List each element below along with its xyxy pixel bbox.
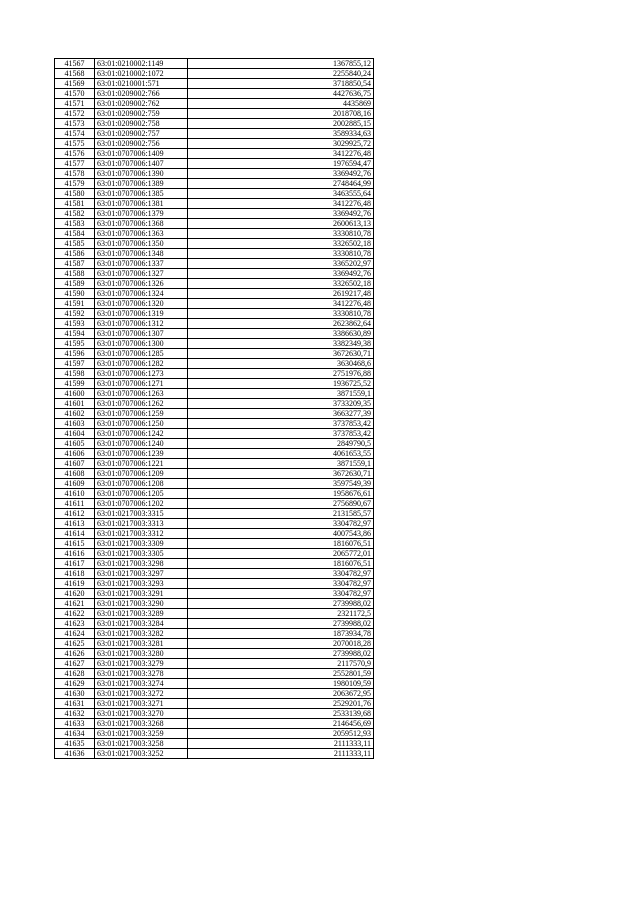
cadastral-number-cell: 63:01:0217003:3298 — [95, 559, 188, 569]
value-cell: 2739988,02 — [188, 599, 374, 609]
cadastral-number-cell: 63:01:0209002:766 — [95, 89, 188, 99]
cadastral-number-cell: 63:01:0707006:1239 — [95, 449, 188, 459]
cadastral-number-cell: 63:01:0707006:1379 — [95, 209, 188, 219]
value-cell: 2131585,57 — [188, 509, 374, 519]
table-row — [55, 89, 374, 99]
value-cell: 2059512,93 — [188, 729, 374, 739]
cadastral-number-cell: 63:01:0217003:3259 — [95, 729, 188, 739]
value-cell: 2739988,02 — [188, 619, 374, 629]
cadastral-number-cell: 63:01:0707006:1363 — [95, 229, 188, 239]
row-number-cell: 41588 — [55, 269, 95, 279]
row-number-cell: 41617 — [55, 559, 95, 569]
cadastral-number-cell: 63:01:0217003:3291 — [95, 589, 188, 599]
row-number-cell: 41593 — [55, 319, 95, 329]
row-number-cell: 41571 — [55, 99, 95, 109]
table-row — [55, 219, 374, 229]
cadastral-number-cell: 63:01:0209002:756 — [95, 139, 188, 149]
row-number-cell: 41614 — [55, 529, 95, 539]
table-row — [55, 209, 374, 219]
row-number-cell: 41569 — [55, 79, 95, 89]
value-cell: 1936725,52 — [188, 379, 374, 389]
row-number-cell: 41608 — [55, 469, 95, 479]
cadastral-number-cell: 63:01:0217003:3290 — [95, 599, 188, 609]
value-cell: 3663277,39 — [188, 409, 374, 419]
table-row — [55, 119, 374, 129]
row-number-cell: 41600 — [55, 389, 95, 399]
cadastral-number-cell: 63:01:0217003:3271 — [95, 699, 188, 709]
value-cell: 1816076,51 — [188, 559, 374, 569]
row-number-cell: 41589 — [55, 279, 95, 289]
table-row — [55, 499, 374, 509]
table-row — [55, 349, 374, 359]
cadastral-number-cell: 63:01:0707006:1389 — [95, 179, 188, 189]
table-row — [55, 559, 374, 569]
cadastral-number-cell: 63:01:0707006:1368 — [95, 219, 188, 229]
value-cell: 3369492,76 — [188, 169, 374, 179]
cadastral-number-cell: 63:01:0217003:3284 — [95, 619, 188, 629]
table-row — [55, 369, 374, 379]
value-cell: 1958676,61 — [188, 489, 374, 499]
table-row — [55, 739, 374, 749]
table-row — [55, 59, 374, 69]
table-row — [55, 379, 374, 389]
table-row — [55, 159, 374, 169]
table-row — [55, 639, 374, 649]
cadastral-number-cell: 63:01:0210002:1149 — [95, 59, 188, 69]
table-row — [55, 169, 374, 179]
table-row — [55, 309, 374, 319]
value-cell: 2619217,48 — [188, 289, 374, 299]
value-cell: 2018708,16 — [188, 109, 374, 119]
cadastral-number-cell: 63:01:0217003:3280 — [95, 649, 188, 659]
row-number-cell: 41577 — [55, 159, 95, 169]
cadastral-number-cell: 63:01:0217003:3272 — [95, 689, 188, 699]
table-row — [55, 269, 374, 279]
value-cell: 3871559,1 — [188, 389, 374, 399]
cadastral-number-cell: 63:01:0217003:3297 — [95, 569, 188, 579]
table-row — [55, 529, 374, 539]
row-number-cell: 41619 — [55, 579, 95, 589]
row-number-cell: 41610 — [55, 489, 95, 499]
row-number-cell: 41626 — [55, 649, 95, 659]
row-number-cell: 41587 — [55, 259, 95, 269]
row-number-cell: 41618 — [55, 569, 95, 579]
cadastral-number-cell: 63:01:0707006:1320 — [95, 299, 188, 309]
table-row — [55, 709, 374, 719]
cadastral-number-cell: 63:01:0707006:1390 — [95, 169, 188, 179]
table-row — [55, 549, 374, 559]
value-cell: 3382349,38 — [188, 339, 374, 349]
table-row — [55, 319, 374, 329]
value-cell: 2751976,88 — [188, 369, 374, 379]
value-cell: 3369492,76 — [188, 209, 374, 219]
row-number-cell: 41624 — [55, 629, 95, 639]
value-cell: 3304782,97 — [188, 569, 374, 579]
cadastral-number-cell: 63:01:0217003:3268 — [95, 719, 188, 729]
cadastral-number-cell: 63:01:0707006:1324 — [95, 289, 188, 299]
row-number-cell: 41582 — [55, 209, 95, 219]
cadastral-number-cell: 63:01:0707006:1307 — [95, 329, 188, 339]
table-row — [55, 519, 374, 529]
table-row — [55, 749, 374, 759]
table-row — [55, 679, 374, 689]
row-number-cell: 41611 — [55, 499, 95, 509]
cadastral-number-cell: 63:01:0707006:1209 — [95, 469, 188, 479]
table-row — [55, 459, 374, 469]
value-cell: 3630468,6 — [188, 359, 374, 369]
row-number-cell: 41568 — [55, 69, 95, 79]
table-row — [55, 509, 374, 519]
row-number-cell: 41572 — [55, 109, 95, 119]
cadastral-number-cell: 63:01:0707006:1250 — [95, 419, 188, 429]
table-row — [55, 439, 374, 449]
row-number-cell: 41578 — [55, 169, 95, 179]
row-number-cell: 41598 — [55, 369, 95, 379]
value-cell: 2756890,67 — [188, 499, 374, 509]
value-cell: 3304782,97 — [188, 579, 374, 589]
cadastral-number-cell: 63:01:0209002:758 — [95, 119, 188, 129]
cadastral-number-cell: 63:01:0707006:1262 — [95, 399, 188, 409]
value-cell: 3871559,1 — [188, 459, 374, 469]
cadastral-number-cell: 63:01:0217003:3293 — [95, 579, 188, 589]
table-row — [55, 179, 374, 189]
row-number-cell: 41616 — [55, 549, 95, 559]
cadastral-number-cell: 63:01:0707006:1319 — [95, 309, 188, 319]
value-cell: 2146456,69 — [188, 719, 374, 729]
table-row — [55, 249, 374, 259]
row-number-cell: 41606 — [55, 449, 95, 459]
value-cell: 2063672,95 — [188, 689, 374, 699]
row-number-cell: 41633 — [55, 719, 95, 729]
cadastral-number-cell: 63:01:0217003:3258 — [95, 739, 188, 749]
row-number-cell: 41596 — [55, 349, 95, 359]
table-row — [55, 649, 374, 659]
cadastral-number-cell: 63:01:0707006:1271 — [95, 379, 188, 389]
row-number-cell: 41573 — [55, 119, 95, 129]
row-number-cell: 41601 — [55, 399, 95, 409]
table-row — [55, 429, 374, 439]
row-number-cell: 41621 — [55, 599, 95, 609]
cadastral-number-cell: 63:01:0217003:3282 — [95, 629, 188, 639]
value-cell: 3589334,63 — [188, 129, 374, 139]
value-cell: 2255840,24 — [188, 69, 374, 79]
cadastral-number-cell: 63:01:0217003:3305 — [95, 549, 188, 559]
value-cell: 4061653,55 — [188, 449, 374, 459]
row-number-cell: 41612 — [55, 509, 95, 519]
row-number-cell: 41628 — [55, 669, 95, 679]
row-number-cell: 41630 — [55, 689, 95, 699]
table-row — [55, 139, 374, 149]
cadastral-number-cell: 63:01:0707006:1348 — [95, 249, 188, 259]
table-row — [55, 329, 374, 339]
value-cell: 3412276,48 — [188, 299, 374, 309]
table-row — [55, 539, 374, 549]
value-cell: 1816076,51 — [188, 539, 374, 549]
row-number-cell: 41632 — [55, 709, 95, 719]
value-cell: 2321172,5 — [188, 609, 374, 619]
value-cell: 3737853,42 — [188, 429, 374, 439]
cadastral-number-cell: 63:01:0707006:1202 — [95, 499, 188, 509]
cadastral-number-cell: 63:01:0707006:1385 — [95, 189, 188, 199]
row-number-cell: 41636 — [55, 749, 95, 759]
value-cell: 4435869 — [188, 99, 374, 109]
row-number-cell: 41570 — [55, 89, 95, 99]
value-cell: 4007543,86 — [188, 529, 374, 539]
cadastral-number-cell: 63:01:0217003:3289 — [95, 609, 188, 619]
cadastral-number-cell: 63:01:0707006:1263 — [95, 389, 188, 399]
value-cell: 2002885,15 — [188, 119, 374, 129]
cadastral-number-cell: 63:01:0707006:1273 — [95, 369, 188, 379]
cadastral-number-cell: 63:01:0707006:1285 — [95, 349, 188, 359]
value-cell: 2070018,28 — [188, 639, 374, 649]
table-row — [55, 299, 374, 309]
row-number-cell: 41585 — [55, 239, 95, 249]
table-row — [55, 279, 374, 289]
cadastral-number-cell: 63:01:0217003:3274 — [95, 679, 188, 689]
cadastral-number-cell: 63:01:0217003:3279 — [95, 659, 188, 669]
value-cell: 2111333,11 — [188, 739, 374, 749]
row-number-cell: 41579 — [55, 179, 95, 189]
table-body — [55, 59, 374, 759]
row-number-cell: 41590 — [55, 289, 95, 299]
cadastral-number-cell: 63:01:0210001:571 — [95, 79, 188, 89]
table-row — [55, 229, 374, 239]
row-number-cell: 41627 — [55, 659, 95, 669]
value-cell: 3365202,97 — [188, 259, 374, 269]
cadastral-number-cell: 63:01:0707006:1312 — [95, 319, 188, 329]
row-number-cell: 41597 — [55, 359, 95, 369]
row-number-cell: 41594 — [55, 329, 95, 339]
row-number-cell: 41622 — [55, 609, 95, 619]
value-cell: 2111333,11 — [188, 749, 374, 759]
table-row — [55, 419, 374, 429]
data-table — [54, 58, 374, 759]
row-number-cell: 41609 — [55, 479, 95, 489]
table-row — [55, 199, 374, 209]
table-row — [55, 669, 374, 679]
row-number-cell: 41602 — [55, 409, 95, 419]
value-cell: 3330810,78 — [188, 309, 374, 319]
cadastral-number-cell: 63:01:0707006:1300 — [95, 339, 188, 349]
cadastral-number-cell: 63:01:0217003:3270 — [95, 709, 188, 719]
table-row — [55, 589, 374, 599]
value-cell: 2623862,64 — [188, 319, 374, 329]
value-cell: 3412276,48 — [188, 199, 374, 209]
row-number-cell: 41591 — [55, 299, 95, 309]
table-row — [55, 599, 374, 609]
row-number-cell: 41607 — [55, 459, 95, 469]
row-number-cell: 41625 — [55, 639, 95, 649]
cadastral-number-cell: 63:01:0707006:1240 — [95, 439, 188, 449]
table-row — [55, 629, 374, 639]
table-row — [55, 479, 374, 489]
table-row — [55, 729, 374, 739]
cadastral-number-cell: 63:01:0217003:3252 — [95, 749, 188, 759]
value-cell: 1367855,12 — [188, 59, 374, 69]
value-cell: 3304782,97 — [188, 519, 374, 529]
table-row — [55, 109, 374, 119]
table-row — [55, 289, 374, 299]
cadastral-number-cell: 63:01:0707006:1407 — [95, 159, 188, 169]
table-row — [55, 569, 374, 579]
row-number-cell: 41629 — [55, 679, 95, 689]
value-cell: 1976594,47 — [188, 159, 374, 169]
table-row — [55, 689, 374, 699]
cadastral-number-cell: 63:01:0209002:759 — [95, 109, 188, 119]
cadastral-number-cell: 63:01:0707006:1259 — [95, 409, 188, 419]
cadastral-number-cell: 63:01:0707006:1208 — [95, 479, 188, 489]
cadastral-number-cell: 63:01:0217003:3312 — [95, 529, 188, 539]
row-number-cell: 41599 — [55, 379, 95, 389]
cadastral-number-cell: 63:01:0217003:3315 — [95, 509, 188, 519]
row-number-cell: 41575 — [55, 139, 95, 149]
table-row — [55, 149, 374, 159]
table-row — [55, 659, 374, 669]
row-number-cell: 41635 — [55, 739, 95, 749]
cadastral-number-cell: 63:01:0217003:3281 — [95, 639, 188, 649]
cadastral-number-cell: 63:01:0707006:1337 — [95, 259, 188, 269]
value-cell: 2552801,59 — [188, 669, 374, 679]
value-cell: 3737853,42 — [188, 419, 374, 429]
table-row — [55, 579, 374, 589]
row-number-cell: 41574 — [55, 129, 95, 139]
value-cell: 4427636,75 — [188, 89, 374, 99]
value-cell: 3029925,72 — [188, 139, 374, 149]
table-row — [55, 99, 374, 109]
row-number-cell: 41620 — [55, 589, 95, 599]
cadastral-number-cell: 63:01:0209002:757 — [95, 129, 188, 139]
table-row — [55, 719, 374, 729]
value-cell: 3733209,35 — [188, 399, 374, 409]
value-cell: 3672630,71 — [188, 349, 374, 359]
cadastral-number-cell: 63:01:0707006:1350 — [95, 239, 188, 249]
table-row — [55, 609, 374, 619]
row-number-cell: 41613 — [55, 519, 95, 529]
value-cell: 3330810,78 — [188, 229, 374, 239]
row-number-cell: 41634 — [55, 729, 95, 739]
value-cell: 3412276,48 — [188, 149, 374, 159]
table-row — [55, 699, 374, 709]
value-cell: 2529201,76 — [188, 699, 374, 709]
cadastral-number-cell: 63:01:0217003:3309 — [95, 539, 188, 549]
row-number-cell: 41580 — [55, 189, 95, 199]
row-number-cell: 41567 — [55, 59, 95, 69]
value-cell: 3304782,97 — [188, 589, 374, 599]
table-row — [55, 449, 374, 459]
value-cell: 3597549,39 — [188, 479, 374, 489]
row-number-cell: 41584 — [55, 229, 95, 239]
table-row — [55, 69, 374, 79]
table-row — [55, 239, 374, 249]
cadastral-number-cell: 63:01:0707006:1327 — [95, 269, 188, 279]
row-number-cell: 41595 — [55, 339, 95, 349]
value-cell: 2748464,99 — [188, 179, 374, 189]
table-row — [55, 489, 374, 499]
row-number-cell: 41583 — [55, 219, 95, 229]
value-cell: 2065772,01 — [188, 549, 374, 559]
cadastral-number-cell: 63:01:0707006:1282 — [95, 359, 188, 369]
table-row — [55, 129, 374, 139]
table-row — [55, 469, 374, 479]
value-cell: 2533139,68 — [188, 709, 374, 719]
table-row — [55, 339, 374, 349]
table-row — [55, 189, 374, 199]
row-number-cell: 41631 — [55, 699, 95, 709]
cadastral-number-cell: 63:01:0707006:1381 — [95, 199, 188, 209]
row-number-cell: 41604 — [55, 429, 95, 439]
value-cell: 3718850,54 — [188, 79, 374, 89]
value-cell: 2600613,13 — [188, 219, 374, 229]
cadastral-number-cell: 63:01:0209002:762 — [95, 99, 188, 109]
row-number-cell: 41576 — [55, 149, 95, 159]
cadastral-number-cell: 63:01:0707006:1205 — [95, 489, 188, 499]
value-cell: 1980109,59 — [188, 679, 374, 689]
value-cell: 3386630,89 — [188, 329, 374, 339]
value-cell: 3326502,18 — [188, 239, 374, 249]
row-number-cell: 41615 — [55, 539, 95, 549]
value-cell: 3672630,71 — [188, 469, 374, 479]
table-row — [55, 359, 374, 369]
table-row — [55, 399, 374, 409]
table-row — [55, 259, 374, 269]
row-number-cell: 41623 — [55, 619, 95, 629]
cadastral-number-cell: 63:01:0707006:1409 — [95, 149, 188, 159]
table-row — [55, 409, 374, 419]
cadastral-number-cell: 63:01:0707006:1326 — [95, 279, 188, 289]
cadastral-number-cell: 63:01:0217003:3278 — [95, 669, 188, 679]
value-cell: 2739988,02 — [188, 649, 374, 659]
row-number-cell: 41605 — [55, 439, 95, 449]
row-number-cell: 41586 — [55, 249, 95, 259]
row-number-cell: 41581 — [55, 199, 95, 209]
value-cell: 1873934,78 — [188, 629, 374, 639]
value-cell: 3369492,76 — [188, 269, 374, 279]
value-cell: 3463555,64 — [188, 189, 374, 199]
value-cell: 3330810,78 — [188, 249, 374, 259]
cadastral-number-cell: 63:01:0707006:1221 — [95, 459, 188, 469]
value-cell: 3326502,18 — [188, 279, 374, 289]
cadastral-number-cell: 63:01:0217003:3313 — [95, 519, 188, 529]
row-number-cell: 41603 — [55, 419, 95, 429]
cadastral-number-cell: 63:01:0210002:1072 — [95, 69, 188, 79]
value-cell: 2117570,9 — [188, 659, 374, 669]
cadastral-number-cell: 63:01:0707006:1242 — [95, 429, 188, 439]
row-number-cell: 41592 — [55, 309, 95, 319]
table-row — [55, 79, 374, 89]
table-row — [55, 389, 374, 399]
table-row — [55, 619, 374, 629]
value-cell: 2849790,5 — [188, 439, 374, 449]
